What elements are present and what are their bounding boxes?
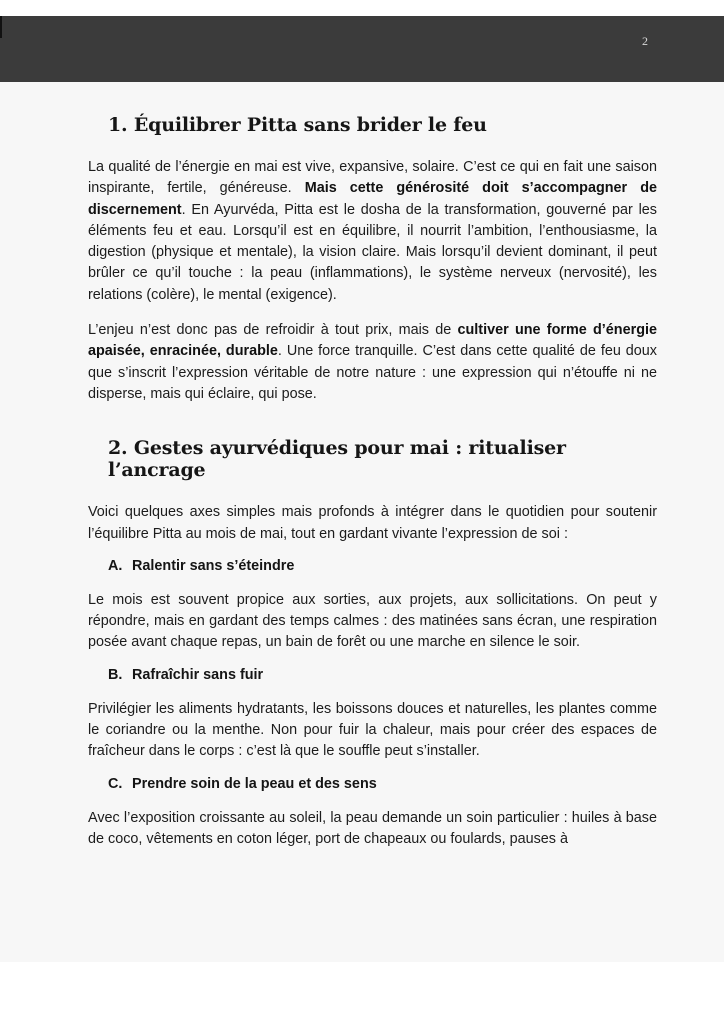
page-number: 2 bbox=[642, 34, 648, 48]
page-header-bar bbox=[0, 16, 724, 82]
subsection-letter: C. bbox=[108, 775, 123, 792]
subsection-a-text: Le mois est souvent propice aux sorties, aux projets, aux sollicitations. On peut y répondre, mais en gardant des temps calmes : des matinées sans écran, une respiration posée avant chaque repas, un bain de forêt ou une marche en silence le soir. bbox=[88, 591, 657, 651]
text-run: L’enjeu n’est donc pas de refroidir à tout prix, mais de bbox=[88, 322, 458, 339]
subsection-title: Rafraîchir sans fuir bbox=[132, 666, 264, 683]
top-margin bbox=[0, 0, 724, 16]
section-2-intro: Voici quelques axes simples mais profonds à intégrer dans le quotidien pour soutenir l’équilibre Pitta au mois de mai, tout en gardant vivante l’expression de soi : bbox=[88, 504, 657, 542]
section-1-paragraph-1 bbox=[88, 157, 657, 306]
text-run: . Une force tranquille. C’est dans cette qualité de feu doux que s’inscrit l’expression véritable de notre nature : une expression qui n’étouffe ni ne disperse, mais qui éclaire, qui pose. bbox=[88, 343, 657, 402]
subsection-title: Ralentir sans s’éteindre bbox=[132, 557, 295, 574]
subsection-letter: A. bbox=[108, 557, 123, 574]
subsection-b-heading bbox=[88, 665, 657, 685]
header-edge-mark bbox=[0, 16, 2, 38]
section-1-title: 1. Équilibrer Pitta sans brider le feu bbox=[108, 114, 487, 136]
document-content bbox=[88, 114, 657, 850]
subsection-c-heading bbox=[88, 774, 657, 794]
text-run: La qualité de l’énergie en mai est vive, expansive, solaire. C’est ce qui en fait une saison inspirante, fertile, généreuse. bbox=[88, 159, 657, 197]
text-run: . En Ayurvéda, Pitta est le dosha de la transformation, gouverné par les éléments feu et eau. Lorsqu’il est en équilibre, il nourrit l’ambition, l’enthousiasme, la digestion (physique et mentale), la vision claire. Mais lorsqu’il devient dominant, il peut brûler ce qu’il touche : la peau (inflammations), le système nerveux (nervosité), les relations (colère), le mental (exigence). bbox=[88, 201, 657, 303]
section-2-title: 2. Gestes ayurvédiques pour mai : ritualiser l’ancrage bbox=[108, 437, 566, 482]
subsection-letter: B. bbox=[108, 666, 123, 683]
subsection-c-text: Avec l’exposition croissante au soleil, la peau demande un soin particulier : huiles à base de coco, vêtements en coton léger, port de chapeaux ou foulards, pauses à bbox=[88, 809, 657, 847]
subsection-a-heading bbox=[88, 556, 657, 576]
subsection-title: Prendre soin de la peau et des sens bbox=[132, 775, 377, 792]
bold-text-run: Mais cette générosité doit s’accompagner de discernement bbox=[88, 180, 657, 218]
bold-text-run: cultiver une forme d’énergie apaisée, enracinée, durable bbox=[88, 322, 657, 360]
subsection-b-text: Privilégier les aliments hydratants, les boissons douces et naturelles, les plantes comme le coriandre ou la menthe. Non pour fuir la chaleur, mais pour créer des espaces de fraîcheur dans le corps : c’est là que le souffle peut s’installer. bbox=[88, 700, 657, 760]
section-1-paragraph-2 bbox=[88, 320, 657, 405]
